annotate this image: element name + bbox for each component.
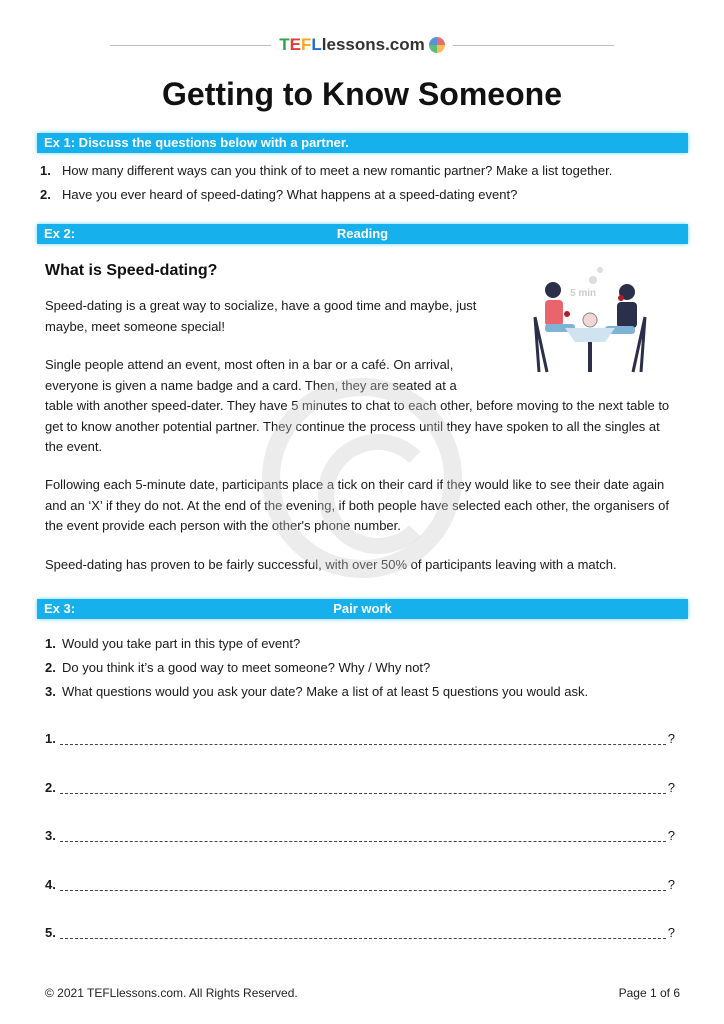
question-mark: ? [667, 876, 675, 892]
logo-letter-t: T [279, 35, 290, 54]
svg-text:5 min: 5 min [570, 288, 597, 299]
ex2-label: Ex 2: [44, 226, 76, 241]
answer-line-4[interactable] [45, 877, 675, 926]
item-text: Have you ever heard of speed-dating? What happens at a speed-dating event? [62, 187, 518, 202]
logo-letter-f: F [300, 35, 312, 54]
list-item [45, 660, 588, 684]
answer-field[interactable] [60, 877, 666, 891]
ex1-question-list [40, 163, 612, 211]
item-text: What questions would you ask your date? Make a list of at least 5 questions you would ask. [62, 684, 589, 699]
answer-number: 1. [45, 731, 56, 746]
copyright-text: © 2021 TEFLlessons.com. All Rights Reserved. [45, 986, 298, 1000]
item-number: 3. [45, 684, 56, 699]
answer-field[interactable] [60, 780, 666, 794]
divider-right [453, 45, 614, 46]
ex3-header-bar [37, 599, 688, 619]
header-logo-row [110, 34, 614, 56]
item-text: Would you take part in this type of event? [62, 636, 301, 651]
logo-letter-l: L [311, 35, 322, 54]
answer-field[interactable] [60, 828, 666, 842]
page-title: Getting to Know Someone [162, 76, 562, 112]
answer-number: 3. [45, 828, 56, 843]
answer-line-1[interactable] [45, 731, 675, 780]
list-item [40, 187, 612, 211]
answer-number: 4. [45, 876, 56, 892]
ex3-title: Pair work [333, 601, 392, 616]
item-number: 1. [40, 163, 51, 178]
divider-left [110, 45, 271, 46]
answer-field[interactable] [60, 731, 666, 745]
item-number: 1. [45, 636, 56, 651]
question-mark: ? [667, 779, 675, 795]
list-item [45, 636, 588, 660]
ex3-question-list [45, 636, 588, 708]
list-item [45, 684, 588, 708]
item-text: Do you think it’s a good way to meet someone? Why / Why not? [62, 660, 431, 675]
globe-icon [429, 37, 445, 53]
ex3-label: Ex 3: [44, 601, 76, 616]
page-number: Page 1 of 6 [618, 986, 680, 1000]
logo-letter-e: E [289, 35, 301, 54]
answer-lines [45, 731, 675, 974]
reading-heading: What is Speed-dating? [45, 262, 218, 279]
ex2-header-bar [37, 224, 688, 244]
answer-line-5[interactable] [45, 925, 675, 974]
site-logo [271, 35, 453, 55]
answer-line-3[interactable] [45, 828, 675, 877]
ex2-title: Reading [336, 226, 389, 241]
speed-dating-illustration [525, 262, 655, 377]
reading-paragraph-1: Speed-dating is a great way to socialize, have a good time and maybe, just maybe, meet someone special! [45, 298, 477, 334]
reading-paragraph-3: Following each 5-minute date, participants place a tick on their card if they would like to see their date again and an ‘X’ if they do not. At the end of the evening, if both people have selected each other, the organisers of the event provide each person with the other's phone number. [45, 477, 669, 533]
answer-number: 5. [45, 925, 56, 940]
answer-line-2[interactable] [45, 780, 675, 829]
answer-number: 2. [45, 779, 56, 795]
item-number: 2. [40, 187, 51, 202]
question-mark: ? [667, 925, 675, 940]
ex1-label: Ex 1: Discuss the questions below with a partner. [44, 135, 349, 150]
reading-paragraph-2-text: Single people attend an event, most often in a bar or a café. On arrival, everyone is given a name badge and a card. Then, they are seated at a table with another speed-dater. They have 5 minutes to chat to each other, before moving to the next table to get to know another potential partner. They continue the process until they have spoken to all the singles at the event. [45, 357, 670, 454]
answer-field[interactable] [60, 925, 666, 939]
item-number: 2. [45, 660, 56, 675]
ex1-header-bar [37, 133, 688, 153]
logo-text: lessons.com [321, 35, 425, 54]
question-mark: ? [667, 828, 675, 843]
item-text: How many different ways can you think of to meet a new romantic partner? Make a list together. [62, 163, 613, 178]
question-mark: ? [667, 731, 675, 746]
page-footer [45, 986, 680, 1000]
reading-paragraph-4: Speed-dating has proven to be fairly successful, with over 50% of participants leaving with a match. [45, 557, 617, 572]
list-item [40, 163, 612, 187]
